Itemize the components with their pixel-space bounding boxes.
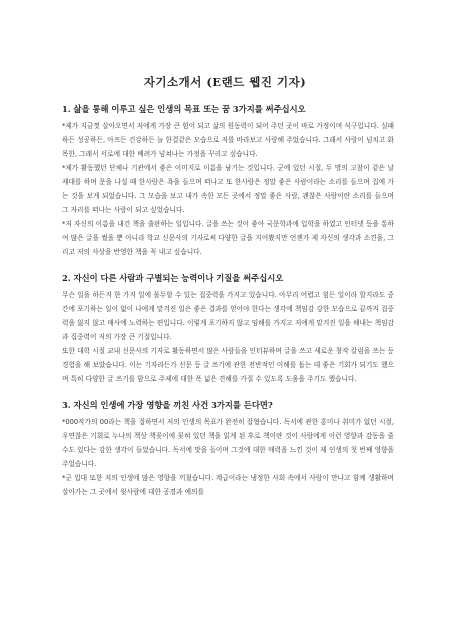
section-influences xyxy=(62,398,394,499)
section-heading: 1. 삶을 통해 이루고 싶은 인생의 목표 또는 꿈 3가지를 써주십시오 xyxy=(62,104,306,114)
paragraph: *000작가의 00라는 책을 접하면서 저의 인생의 목표가 완전히 잡혔습니다. 독서에 관한 흥미나 취미가 없던 시절, 우연찮은 기회로 누나의 책상 책꽂이에 꽂혀 있던 책을 읽게 된 후로 책이란 것이 사람에게 이런 영향과 감동을 줄 수도 있다는 강한 생각이 들었습니다. 독서에 맛을 들이며 그것에 대한 매력을 느낀 것이 제 인생의 첫 번째 영향을 주었습니다. xyxy=(62,418,394,468)
paragraph: *군 입대 또한 저의 인생에 많은 영향을 끼쳤습니다. 계급이라는 냉정한 사회 속에서 사람이 만나고 함께 생활하며 살아가는 그 곳에서 윗사람에 대한 공경과 예의를 xyxy=(62,474,394,496)
section-heading: 2. 자신이 다른 사람과 구별되는 능력이나 기질을 써주십시오 xyxy=(62,273,284,283)
section-heading: 3. 자신의 인생에 가장 영향을 끼친 사건 3가지를 든다면? xyxy=(62,400,273,410)
paragraph: *제가 활동했던 단체나 기관에서 좋은 이미지로 이름을 남기는 것입니다. 군에 있던 시절, 두 명의 고참이 같은 날 제대를 하며 문을 나설 때 한사람은 욕을 들으며 떠나고 또 한사람은 정말 좋은 사람이라는 소리를 들으며 집에 가는 것을 보게 되었습니다. 그 모습을 보고 내가 속한 모든 곳에서 정말 좋은 사람, 괜찮은 사람이란 소리를 들으며 그 자리를 떠나는 사람이 되고 싶었습니다. xyxy=(62,164,394,214)
paragraph: *저 자신의 이름을 내건 책을 출판하는 일입니다. 글을 쓰는 것이 좋아 국문학과에 입학을 하였고 인터넷 등을 통하여 많은 글을 썼을 뿐 아니라 학교 신문사의 기자로써 다양한 글을 지어봤지만 언젠가 제 자신의 생각과 소견을, 그리고 저의 사상을 반영한 책을 꼭 내고 싶습니다. xyxy=(62,220,394,256)
paragraph: 무슨 일을 하든지 한 가지 일에 몰두할 수 있는 집중력을 가지고 있습니다. 아무리 어렵고 힘든 일이라 할지라도 중간에 포기하는 일이 없이 나에게 맡겨진 일은 좋은 결과를 얻어야 한다는 생각에 책임감 강한 모습으로 끝까지 집중력을 잃지 않고 매사에 노력하는 편입니다. 이렇게 포기하지 않고 임해를 가지고 저에게 맡겨진 일을 해내는 책임감과 집중력이 저의 가장 큰 기질입니다. xyxy=(62,291,394,341)
document-body xyxy=(62,102,394,511)
document-title: 자기소개서 (E랜드 웹진 기자) xyxy=(143,75,307,89)
paragraph: 또한 대학 시절 교내 신문사의 기자로 활동하면서 많은 사람들을 인터뷰하며 글을 쓰고 새로운 창작 칼럼을 쓰는 등 경험을 해 보았습니다. 이는 기자라든가 신문 등 글 쓰기에 관한 전반적인 이해를 돕는 데 좋은 기회가 되기도 했으며 특히 다양한 글 쓰기를 함으로 주제에 대한 폭 넓은 견해를 가질 수 있도록 도움을 주기도 했습니다. xyxy=(62,347,394,383)
section-abilities xyxy=(62,271,394,386)
paragraph: *제가 지금껏 살아오면서 저에게 가장 큰 힘이 되고 삶의 원동력이 되어 주던 곳이 바로 가정이며 식구입니다. 실패하든 성공하든, 아프든 건강하든 늘 한결같은 모습으로 저를 바라보고 사랑해 주었습니다. 그래서 사랑이 넘치고 화목한, 그래서 서로에 대한 배려가 넘쳐나는 가정을 꾸리고 싶습니다. xyxy=(62,122,394,158)
section-goals xyxy=(62,102,394,259)
